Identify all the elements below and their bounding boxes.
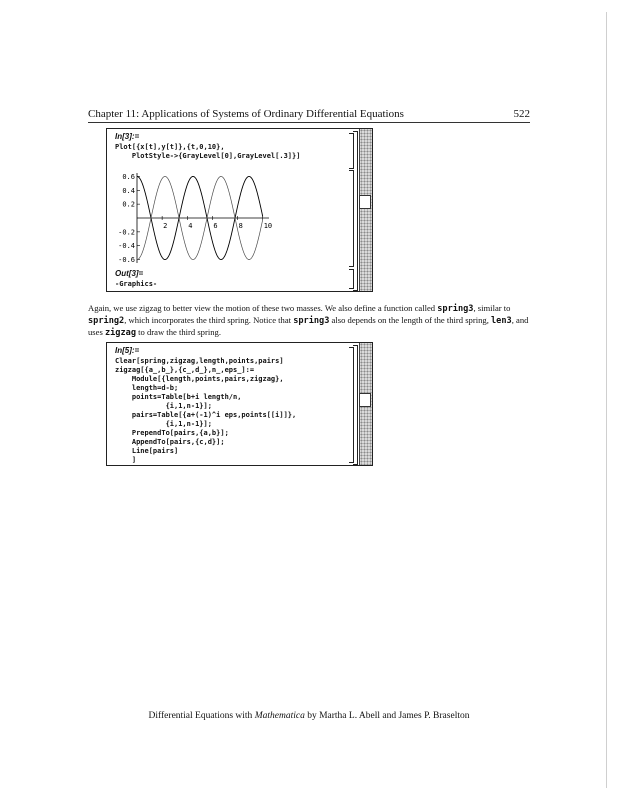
plot-input-code[interactable] [115, 143, 300, 161]
group-cell-bracket[interactable] [353, 131, 358, 291]
code-line: {i,1,n-1}]; [115, 402, 212, 410]
y-tick-label: 0.6 [122, 172, 135, 181]
code-len3: len3 [491, 316, 512, 326]
para-text-4: also depends on the length of the third spring, [329, 315, 491, 325]
para-text-2: , similar to [473, 303, 511, 313]
scrollbar-thumb[interactable] [359, 195, 371, 209]
scrollbar-thumb[interactable] [359, 393, 371, 407]
code-line: zigzag[{a_,b_},{c_,d_},n_,eps_]:= [115, 366, 255, 374]
code-line: Plot[{x[t],y[t]},{t,0,10}, [115, 143, 225, 151]
y-tick-label: 0.4 [122, 186, 135, 195]
code-line: AppendTo[pairs,{c,d}]; [115, 438, 225, 446]
vertical-scrollbar[interactable] [359, 343, 372, 465]
code-spring3: spring3 [437, 304, 474, 314]
para-text-6: to draw the third spring. [136, 327, 221, 337]
para-text-1: Again, we use zigzag to better view the motion of these two masses. We also define a function called [88, 303, 438, 313]
page-footer [0, 711, 618, 721]
vertical-scrollbar[interactable] [359, 129, 372, 291]
notebook-cell-zigzag[interactable] [106, 342, 373, 466]
code-line: {i,1,n-1}]; [115, 420, 212, 428]
code-line: points=Table[b+i length/n, [115, 393, 242, 401]
output-graphics: -Graphics- [115, 280, 158, 288]
x-tick-label: 8 [238, 222, 243, 230]
code-line: length=d-b; [115, 384, 179, 392]
code-line: Module[{length,points,pairs,zigzag}, [115, 375, 284, 383]
header-rule [88, 122, 530, 123]
para-text-3: , which incorporates the third spring. Notice that [124, 315, 294, 325]
code-line: PrependTo[pairs,{a,b}]; [115, 429, 229, 437]
page-number: 522 [513, 108, 530, 120]
code-line: ] [115, 456, 137, 464]
code-spring2: spring2 [88, 316, 125, 326]
footer-text-before: Differential Equations with [148, 711, 255, 721]
input-label: In[3]:= [115, 132, 140, 141]
x-tick-label: 10 [263, 222, 273, 230]
sine-plot [113, 169, 273, 267]
footer-text-after: by Martha L. Abell and James P. Braselton [304, 711, 470, 721]
code-zigzag: zigzag [104, 328, 136, 338]
y-tick-label: 0.2 [122, 200, 135, 209]
group-cell-bracket[interactable] [353, 345, 358, 465]
zigzag-input-code[interactable] [115, 357, 296, 465]
x-tick-label: 6 [213, 222, 218, 230]
input-label: In[5]:= [115, 346, 140, 355]
code-line: PlotStyle->{GrayLevel[0],GrayLevel[.3]}] [115, 152, 301, 160]
code-line: Line[pairs] [115, 447, 179, 455]
y-tick-label: -0.2 [118, 228, 135, 237]
y-tick-label: -0.6 [118, 256, 135, 265]
body-paragraph [88, 303, 530, 339]
notebook-cell-plot[interactable] [106, 128, 373, 292]
y-tick-label: -0.4 [118, 242, 135, 251]
footer-italic-title: Mathematica [254, 711, 305, 721]
chapter-title: Chapter 11: Applications of Systems of Ordinary Differential Equations [88, 108, 404, 120]
output-label: Out[3]= [115, 269, 144, 278]
page-edge-line [606, 12, 607, 788]
x-tick-label: 4 [188, 222, 193, 230]
code-line: Clear[spring,zigzag,length,points,pairs] [115, 357, 284, 365]
code-line: pairs=Table[{a+(-1)^i eps,points[[i]]}, [115, 411, 297, 419]
para-text-5: , and uses [88, 315, 529, 337]
x-tick-label: 2 [163, 222, 168, 230]
code-spring3-second: spring3 [293, 316, 330, 326]
